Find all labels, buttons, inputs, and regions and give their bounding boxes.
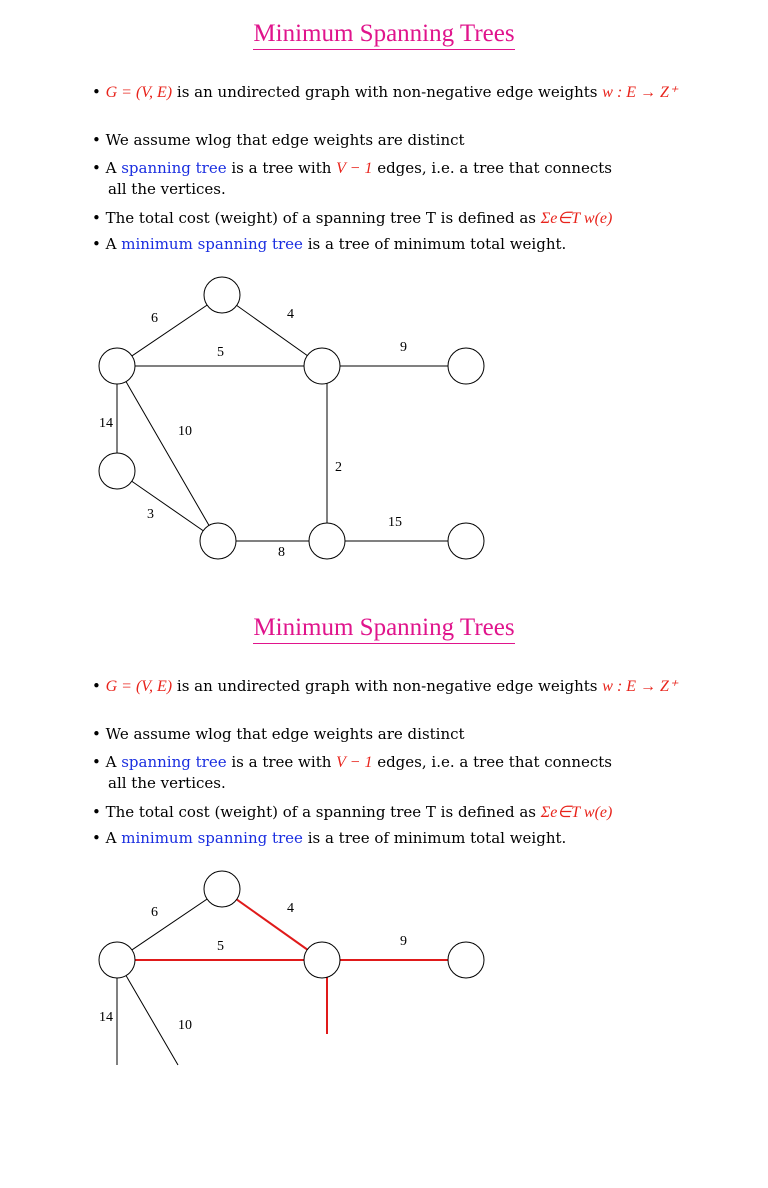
bullet-distinct-weights: • We assume wlog that edge weights are distinct <box>92 725 465 743</box>
bullet-spanning-tree-cont: all the vertices. <box>108 180 226 198</box>
slide-title: Minimum Spanning Trees <box>0 20 768 48</box>
node-d <box>448 942 484 978</box>
weight-label: 4 <box>287 307 294 322</box>
node-f <box>200 523 236 559</box>
node-g <box>309 523 345 559</box>
node-a <box>99 942 135 978</box>
weight-label: 3 <box>147 507 154 522</box>
node-a <box>99 348 135 384</box>
weight-label: 14 <box>99 1010 113 1025</box>
node-d <box>448 348 484 384</box>
graph-diagram-mst <box>0 594 768 1033</box>
bullet-total-cost: • The total cost (weight) of a spanning tree T is defined as Σe∈T w(e) <box>92 209 613 227</box>
slide-title: Minimum Spanning Trees <box>0 614 768 642</box>
bullet-distinct-weights: • We assume wlog that edge weights are distinct <box>92 131 465 149</box>
bullet-spanning-tree: • A spanning tree is a tree with V − 1 edges, i.e. a tree that connects <box>92 159 612 177</box>
node-h <box>448 523 484 559</box>
weight-label: 10 <box>178 1018 192 1033</box>
weight-label: 9 <box>400 934 407 949</box>
weight-label: 4 <box>287 901 294 916</box>
bullet-graph-definition: • G = (V, E) is an undirected graph with non-negative edge weights w : E → Z⁺ <box>92 677 678 695</box>
edge-a-f <box>117 366 218 541</box>
weight-label: 6 <box>151 311 158 326</box>
weight-label: 9 <box>400 340 407 355</box>
edge-a-b <box>117 295 222 366</box>
weight-label: 6 <box>151 905 158 920</box>
slide-2 <box>0 594 768 1188</box>
bullet-total-cost: • The total cost (weight) of a spanning tree T is defined as Σe∈T w(e) <box>92 803 613 821</box>
node-b <box>204 277 240 313</box>
bullet-spanning-tree: • A spanning tree is a tree with V − 1 edges, i.e. a tree that connects <box>92 753 612 771</box>
node-b <box>204 871 240 907</box>
weight-label: 10 <box>178 424 192 439</box>
weight-label: 14 <box>99 416 113 431</box>
weight-label: 15 <box>388 515 402 530</box>
node-c <box>304 348 340 384</box>
bullet-spanning-tree-cont: all the vertices. <box>108 774 226 792</box>
weight-label: 5 <box>217 939 224 954</box>
bullet-graph-definition: • G = (V, E) is an undirected graph with non-negative edge weights w : E → Z⁺ <box>92 83 678 101</box>
node-c <box>304 942 340 978</box>
weight-label: 2 <box>335 460 342 475</box>
weight-label: 8 <box>278 545 285 560</box>
bullet-mst: • A minimum spanning tree is a tree of minimum total weight. <box>92 235 567 253</box>
bullet-mst: • A minimum spanning tree is a tree of minimum total weight. <box>92 829 567 847</box>
weight-label: 5 <box>217 345 224 360</box>
edge-a-b <box>117 889 222 960</box>
node-e <box>99 453 135 489</box>
